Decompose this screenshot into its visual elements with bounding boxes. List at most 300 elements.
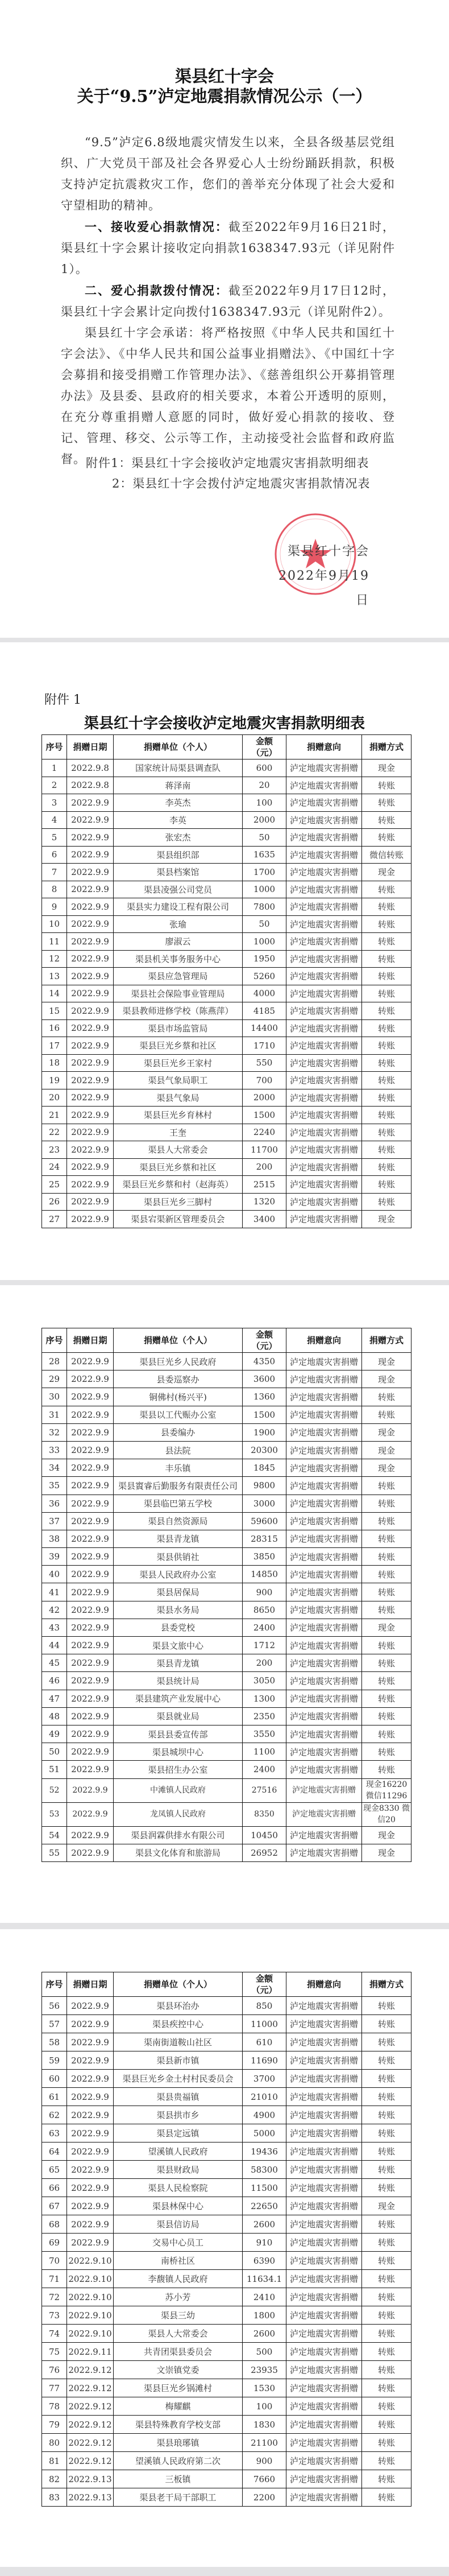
- cell-amount: 1950: [243, 950, 286, 968]
- table-row: [42, 1566, 411, 1583]
- cell-seq: 71: [42, 2270, 67, 2288]
- section2-heading: 二、爱心捐款拨付情况：: [85, 283, 228, 298]
- cell-amount: 700: [243, 1072, 286, 1089]
- cell-donor: 李英杰: [114, 794, 243, 812]
- cell-amount: 1712: [243, 1637, 286, 1654]
- cell-donor: 渠县三幼: [114, 2306, 243, 2325]
- table-row: [42, 2124, 411, 2142]
- cell-donor: 渠县临巴第五学校: [114, 1495, 243, 1512]
- cell-intent: 泸定地震灾害捐赠: [286, 1072, 362, 1089]
- cell-seq: 78: [42, 2397, 67, 2416]
- cell-donor: 渠县青龙镇: [114, 1654, 243, 1672]
- cell-seq: 46: [42, 1672, 67, 1690]
- cell-date: 2022.9.9: [67, 2124, 114, 2142]
- cell-intent: 泸定地震灾害捐赠: [286, 2470, 362, 2488]
- table-row: [42, 2343, 411, 2361]
- cell-intent: 泸定地震灾害捐赠: [286, 829, 362, 847]
- cell-date: 2022.9.9: [67, 1743, 114, 1761]
- cell-donor: 张宏杰: [114, 829, 243, 847]
- cell-seq: 67: [42, 2197, 67, 2215]
- cell-method: 转账: [362, 1725, 411, 1743]
- cell-amount: 2400: [243, 1619, 286, 1636]
- cell-intent: 泸定地震灾害捐赠: [286, 1370, 362, 1388]
- cell-date: 2022.9.9: [67, 1512, 114, 1530]
- cell-seq: 24: [42, 1158, 67, 1176]
- cell-amount: 11700: [243, 1141, 286, 1159]
- cell-seq: 8: [42, 881, 67, 898]
- cell-date: 2022.9.9: [67, 2179, 114, 2197]
- cell-date: 2022.9.9: [67, 1802, 114, 1826]
- cell-intent: 泸定地震灾害捐赠: [286, 898, 362, 916]
- cell-date: 2022.9.9: [67, 1406, 114, 1423]
- table-row: [42, 1158, 411, 1176]
- cell-date: 2022.9.9: [67, 1019, 114, 1037]
- table-page-3: [0, 1929, 449, 2567]
- cell-date: 2022.9.9: [67, 846, 114, 864]
- cell-date: 2022.9.12: [67, 2361, 114, 2379]
- cell-intent: 泸定地震灾害捐赠: [286, 2379, 362, 2397]
- cell-date: 2022.9.9: [67, 1826, 114, 1844]
- cell-intent: 泸定地震灾害捐赠: [286, 1089, 362, 1107]
- cell-date: 2022.9.9: [67, 1761, 114, 1778]
- cell-date: 2022.9.9: [67, 1124, 114, 1141]
- cell-date: 2022.9.13: [67, 2470, 114, 2488]
- cell-amount: 3550: [243, 1725, 286, 1743]
- section2-paragraph: [61, 280, 395, 323]
- cell-amount: 58300: [243, 2161, 286, 2179]
- cell-method: 转账: [362, 2179, 411, 2197]
- cell-seq: 49: [42, 1725, 67, 1743]
- cell-seq: 29: [42, 1370, 67, 1388]
- table-row: [42, 1054, 411, 1072]
- cell-seq: 65: [42, 2161, 67, 2179]
- cell-donor: 李馥镇人民政府: [114, 2270, 243, 2288]
- cell-intent: 泸定地震灾害捐赠: [286, 1707, 362, 1725]
- column-header-seq: 序号: [42, 1328, 67, 1353]
- column-header-donor: 捐赠单位（个人）: [114, 1328, 243, 1353]
- cell-amount: 11000: [243, 2015, 286, 2033]
- cell-date: 2022.9.9: [67, 881, 114, 898]
- cell-method: 转账: [362, 1690, 411, 1707]
- cell-donor: 县委编办: [114, 1423, 243, 1441]
- cell-intent: 泸定地震灾害捐赠: [286, 1826, 362, 1844]
- cell-amount: 59600: [243, 1512, 286, 1530]
- cell-intent: 泸定地震灾害捐赠: [286, 2288, 362, 2306]
- table-row: [42, 2306, 411, 2325]
- cell-amount: 200: [243, 1158, 286, 1176]
- table-row: [42, 2197, 411, 2215]
- cell-donor: 渠县教师进修学校（陈燕萍）: [114, 1002, 243, 1020]
- cell-intent: 泸定地震灾害捐赠: [286, 985, 362, 1002]
- cell-amount: 550: [243, 1054, 286, 1072]
- cell-seq: 18: [42, 1054, 67, 1072]
- cell-intent: 泸定地震灾害捐赠: [286, 1158, 362, 1176]
- cell-seq: 73: [42, 2306, 67, 2325]
- cell-amount: 1845: [243, 1459, 286, 1477]
- cell-donor: 渠县文化体育和旅游局: [114, 1844, 243, 1861]
- cell-date: 2022.9.9: [67, 1707, 114, 1725]
- cell-method: 现金: [362, 864, 411, 881]
- cell-seq: 59: [42, 2051, 67, 2070]
- table-row: [42, 1002, 411, 1020]
- cell-seq: 22: [42, 1124, 67, 1141]
- cell-donor: 渠县巨光乡锅滩村: [114, 2379, 243, 2397]
- cell-amount: 2240: [243, 1124, 286, 1141]
- cell-intent: 泸定地震灾害捐赠: [286, 1459, 362, 1477]
- cell-donor: 渠县社会保险事业管理局: [114, 985, 243, 1002]
- table-row: [42, 2397, 411, 2416]
- cell-intent: 泸定地震灾害捐赠: [286, 2088, 362, 2106]
- table-row: [42, 759, 411, 777]
- cell-donor: 渠县县委宣传部: [114, 1725, 243, 1743]
- cell-method: 转账: [362, 2379, 411, 2397]
- cell-seq: 57: [42, 2015, 67, 2033]
- cell-seq: 40: [42, 1566, 67, 1583]
- cell-date: 2022.9.9: [67, 1193, 114, 1211]
- cell-donor: 渠县琅琊镇: [114, 2434, 243, 2452]
- cell-amount: 2410: [243, 2288, 286, 2306]
- cell-intent: 泸定地震灾害捐赠: [286, 2234, 362, 2252]
- cell-seq: 23: [42, 1141, 67, 1159]
- cell-intent: 泸定地震灾害捐赠: [286, 881, 362, 898]
- cell-method: 现金: [362, 1844, 411, 1861]
- cell-donor: 渠县人民检察院: [114, 2179, 243, 2197]
- cell-seq: 13: [42, 968, 67, 985]
- cell-amount: 1500: [243, 1406, 286, 1423]
- cell-amount: 1530: [243, 2379, 286, 2397]
- cell-seq: 20: [42, 1089, 67, 1107]
- cell-donor: 中滩镇人民政府: [114, 1778, 243, 1802]
- table-row: [42, 1844, 411, 1861]
- column-header-date: 捐赠日期: [67, 735, 114, 759]
- cell-seq: 48: [42, 1707, 67, 1725]
- cell-seq: 35: [42, 1477, 67, 1495]
- cell-method: 转账: [362, 2434, 411, 2452]
- cell-intent: 泸定地震灾害捐赠: [286, 1548, 362, 1566]
- cell-seq: 54: [42, 1826, 67, 1844]
- cell-method: 转账: [362, 1761, 411, 1778]
- cell-date: 2022.9.9: [67, 811, 114, 829]
- cell-amount: 9800: [243, 1477, 286, 1495]
- cell-donor: 渠县新市镇: [114, 2051, 243, 2070]
- cell-method: 转账: [362, 2343, 411, 2361]
- cell-donor: 渠县定远镇: [114, 2124, 243, 2142]
- cell-amount: 11690: [243, 2051, 286, 2070]
- cell-amount: 1000: [243, 881, 286, 898]
- cell-donor: 渠县气象局: [114, 1089, 243, 1107]
- cell-donor: 渠县老干局干部职工: [114, 2488, 243, 2507]
- cell-amount: 7660: [243, 2470, 286, 2488]
- cell-donor: 李英: [114, 811, 243, 829]
- cell-amount: 910: [243, 2234, 286, 2252]
- cell-date: 2022.9.12: [67, 2434, 114, 2452]
- cell-date: 2022.9.9: [67, 1370, 114, 1388]
- table-row: [42, 2252, 411, 2270]
- cell-amount: 1000: [243, 933, 286, 951]
- cell-date: 2022.9.9: [67, 985, 114, 1002]
- table-row: [42, 2288, 411, 2306]
- cell-date: 2022.9.9: [67, 1211, 114, 1228]
- table-row: [42, 1441, 411, 1459]
- table-row: [42, 2361, 411, 2379]
- cell-donor: 渠县人大常委会: [114, 2325, 243, 2343]
- column-header-seq: 序号: [42, 1972, 67, 1997]
- cell-donor: 国家统计局渠县调查队: [114, 759, 243, 777]
- cell-seq: 1: [42, 759, 67, 777]
- cell-method: 转账: [362, 1566, 411, 1583]
- cell-method: 转账: [362, 811, 411, 829]
- cell-amount: 100: [243, 2397, 286, 2416]
- donation-table: [41, 1328, 411, 1862]
- cell-method: 现金: [362, 1370, 411, 1388]
- cell-method: 现金8330 微信20: [362, 1802, 411, 1826]
- cell-amount: 26952: [243, 1844, 286, 1861]
- cell-date: 2022.9.9: [67, 2197, 114, 2215]
- cell-amount: 20300: [243, 1441, 286, 1459]
- cell-method: 转账: [362, 1193, 411, 1211]
- cell-date: 2022.9.9: [67, 2070, 114, 2088]
- cell-seq: 31: [42, 1406, 67, 1423]
- cell-date: 2022.9.9: [67, 1423, 114, 1441]
- cell-donor: 蒋泽南: [114, 777, 243, 794]
- cell-intent: 泸定地震灾害捐赠: [286, 1107, 362, 1124]
- table-row: [42, 829, 411, 847]
- cell-method: 转账: [362, 1601, 411, 1619]
- cell-intent: 泸定地震灾害捐赠: [286, 1353, 362, 1370]
- cell-intent: 泸定地震灾害捐赠: [286, 1019, 362, 1037]
- table-row: [42, 1583, 411, 1601]
- cell-amount: 14400: [243, 1019, 286, 1037]
- cell-amount: 2000: [243, 1089, 286, 1107]
- cell-donor: 渠县就业局: [114, 1707, 243, 1725]
- cell-donor: 望溪镇人民政府: [114, 2142, 243, 2161]
- table-row: [42, 1548, 411, 1566]
- cell-date: 2022.9.9: [67, 1495, 114, 1512]
- cell-method: 转账: [362, 2325, 411, 2343]
- cell-intent: 泸定地震灾害捐赠: [286, 1619, 362, 1636]
- table-row: [42, 1141, 411, 1159]
- column-header-method: 捐赠方式: [362, 1972, 411, 1997]
- donation-table: [41, 734, 411, 1228]
- table-row: [42, 2088, 411, 2106]
- cell-donor: 渠县拱市乡: [114, 2106, 243, 2124]
- cell-intent: 泸定地震灾害捐赠: [286, 1802, 362, 1826]
- table-row: [42, 933, 411, 951]
- cell-seq: 16: [42, 1019, 67, 1037]
- table-row: [42, 1707, 411, 1725]
- attachment-label: 附件 1: [44, 693, 81, 707]
- table-row: [42, 1072, 411, 1089]
- cell-amount: 4185: [243, 1002, 286, 1020]
- cell-donor: 渠县林保中心: [114, 2197, 243, 2215]
- cell-method: 转账: [362, 777, 411, 794]
- cell-method: 转账: [362, 1072, 411, 1089]
- cell-amount: 50: [243, 915, 286, 933]
- cell-intent: 泸定地震灾害捐赠: [286, 2361, 362, 2379]
- cell-seq: 10: [42, 915, 67, 933]
- cell-seq: 55: [42, 1844, 67, 1861]
- cell-donor: 渠县财政局: [114, 2161, 243, 2179]
- cell-donor: 三板镇: [114, 2470, 243, 2488]
- cell-method: 现金: [362, 759, 411, 777]
- cell-amount: 850: [243, 1997, 286, 2015]
- cell-method: 转账: [362, 2288, 411, 2306]
- table-row: [42, 2070, 411, 2088]
- column-header-donor: 捐赠单位（个人）: [114, 1972, 243, 1997]
- cell-method: 转账: [362, 2142, 411, 2161]
- cell-date: 2022.9.9: [67, 1601, 114, 1619]
- cell-donor: 渠县信访局: [114, 2215, 243, 2234]
- cell-amount: 4900: [243, 2106, 286, 2124]
- cell-method: 转账: [362, 2488, 411, 2507]
- cell-donor: 渠县档案馆: [114, 864, 243, 881]
- cell-donor: 铜佛村(杨兴平): [114, 1388, 243, 1406]
- table-row: [42, 1037, 411, 1055]
- table-row: [42, 2379, 411, 2397]
- cell-intent: 泸定地震灾害捐赠: [286, 2106, 362, 2124]
- cell-donor: 望溪镇人民政府第二次: [114, 2452, 243, 2470]
- cell-seq: 5: [42, 829, 67, 847]
- cell-method: 转账: [362, 1107, 411, 1124]
- cell-method: 现金: [362, 2197, 411, 2215]
- cell-method: 转账: [362, 1176, 411, 1194]
- cell-date: 2022.9.9: [67, 1089, 114, 1107]
- cell-method: 转账: [362, 2252, 411, 2270]
- cell-donor: 梅耀麒: [114, 2397, 243, 2416]
- column-header-amount: [243, 735, 286, 759]
- table-row: [42, 2051, 411, 2070]
- cell-amount: 21100: [243, 2434, 286, 2452]
- table-page-2: [0, 1285, 449, 1923]
- cell-date: 2022.9.9: [67, 933, 114, 951]
- table-row: [42, 2033, 411, 2051]
- column-header-intent: 捐赠意向: [286, 1328, 362, 1353]
- cell-intent: 泸定地震灾害捐赠: [286, 2252, 362, 2270]
- cell-intent: 泸定地震灾害捐赠: [286, 2142, 362, 2161]
- table-row: [42, 2270, 411, 2288]
- cell-date: 2022.9.9: [67, 1002, 114, 1020]
- cell-donor: 渠县巨光乡蔡和社区: [114, 1037, 243, 1055]
- section2-text: 截至2022年9月17日12时，渠县红十字会累计定向拨付1638347.93元（详见附件2）。: [61, 284, 396, 319]
- cell-donor: 苏小芳: [114, 2288, 243, 2306]
- cell-seq: 63: [42, 2124, 67, 2142]
- cell-date: 2022.9.9: [67, 2215, 114, 2234]
- cell-amount: 8350: [243, 1802, 286, 1826]
- column-header-method: 捐赠方式: [362, 735, 411, 759]
- cell-seq: 68: [42, 2215, 67, 2234]
- column-header-amount: [243, 1328, 286, 1353]
- cell-method: 转账: [362, 2452, 411, 2470]
- cell-date: 2022.9.9: [67, 2161, 114, 2179]
- cell-donor: 渠县组织部: [114, 846, 243, 864]
- cell-intent: 泸定地震灾害捐赠: [286, 2325, 362, 2343]
- cell-intent: 泸定地震灾害捐赠: [286, 2488, 362, 2507]
- cell-amount: 19436: [243, 2142, 286, 2161]
- cell-date: 2022.9.10: [67, 2270, 114, 2288]
- cell-seq: 56: [42, 1997, 67, 2015]
- cell-intent: 泸定地震灾害捐赠: [286, 2416, 362, 2434]
- table-row: [42, 1406, 411, 1423]
- cell-donor: 渠县青龙镇: [114, 1530, 243, 1547]
- cell-intent: 泸定地震灾害捐赠: [286, 1441, 362, 1459]
- cell-seq: 47: [42, 1690, 67, 1707]
- cell-method: 转账: [362, 1037, 411, 1055]
- cell-amount: 5000: [243, 2124, 286, 2142]
- cell-date: 2022.9.9: [67, 829, 114, 847]
- cell-donor: 渠县水务局: [114, 1601, 243, 1619]
- column-header-donor: 捐赠单位（个人）: [114, 735, 243, 759]
- table-row: [42, 1761, 411, 1778]
- cell-intent: 泸定地震灾害捐赠: [286, 1530, 362, 1547]
- cell-donor: 县委党校: [114, 1619, 243, 1636]
- cell-method: 转账: [362, 2397, 411, 2416]
- cell-donor: 丰乐镇: [114, 1459, 243, 1477]
- cell-method: 转账: [362, 1388, 411, 1406]
- cell-donor: 南桥社区: [114, 2252, 243, 2270]
- cell-donor: 共青团渠县委员会: [114, 2343, 243, 2361]
- cell-date: 2022.9.9: [67, 2234, 114, 2252]
- cell-method: 转账: [362, 1548, 411, 1566]
- cell-donor: 渠县自然资源局: [114, 1512, 243, 1530]
- table-row: [42, 1802, 411, 1826]
- cell-amount: 3850: [243, 1548, 286, 1566]
- cell-donor: 渠县应急管理局: [114, 968, 243, 985]
- cell-seq: 7: [42, 864, 67, 881]
- cell-seq: 21: [42, 1107, 67, 1124]
- cell-date: 2022.9.9: [67, 1690, 114, 1707]
- cell-method: 转账: [362, 2051, 411, 2070]
- cell-seq: 58: [42, 2033, 67, 2051]
- cell-intent: 泸定地震灾害捐赠: [286, 950, 362, 968]
- cell-donor: 渠县人民政府办公室: [114, 1566, 243, 1583]
- cell-method: 现金: [362, 1441, 411, 1459]
- cell-date: 2022.9.10: [67, 2325, 114, 2343]
- cell-method: 转账: [362, 1583, 411, 1601]
- cell-method: 现金: [362, 1619, 411, 1636]
- cell-intent: 泸定地震灾害捐赠: [286, 2197, 362, 2215]
- cell-date: 2022.9.12: [67, 2416, 114, 2434]
- cell-method: 转账: [362, 898, 411, 916]
- table-row: [42, 1619, 411, 1636]
- cell-amount: 600: [243, 759, 286, 777]
- cell-date: 2022.9.9: [67, 1072, 114, 1089]
- table-row: [42, 846, 411, 864]
- cell-date: 2022.9.9: [67, 1158, 114, 1176]
- cell-amount: 1320: [243, 1193, 286, 1211]
- cell-intent: 泸定地震灾害捐赠: [286, 2179, 362, 2197]
- signature-block: [267, 539, 369, 613]
- table-row: [42, 1193, 411, 1211]
- cell-seq: 80: [42, 2434, 67, 2452]
- cell-intent: 泸定地震灾害捐赠: [286, 1672, 362, 1690]
- attachment-2: 2：渠县红十字会拨付泸定地震灾害捐款情况表: [112, 477, 371, 490]
- cell-donor: 渠县人大常委会: [114, 1141, 243, 1159]
- cell-amount: 11500: [243, 2179, 286, 2197]
- cell-intent: 泸定地震灾害捐赠: [286, 1211, 362, 1228]
- cell-date: 2022.9.9: [67, 898, 114, 916]
- cell-seq: 41: [42, 1583, 67, 1601]
- header-row: [42, 1328, 411, 1353]
- cell-intent: 泸定地震灾害捐赠: [286, 1997, 362, 2015]
- cell-donor: 交易中心员工: [114, 2234, 243, 2252]
- signature-org: 渠县红十字会: [287, 544, 369, 559]
- cell-amount: 20: [243, 777, 286, 794]
- cell-intent: 泸定地震灾害捐赠: [286, 1778, 362, 1802]
- cell-method: 转账: [362, 1997, 411, 2015]
- cell-intent: 泸定地震灾害捐赠: [286, 2033, 362, 2051]
- cell-intent: 泸定地震灾害捐赠: [286, 1583, 362, 1601]
- cell-seq: 32: [42, 1423, 67, 1441]
